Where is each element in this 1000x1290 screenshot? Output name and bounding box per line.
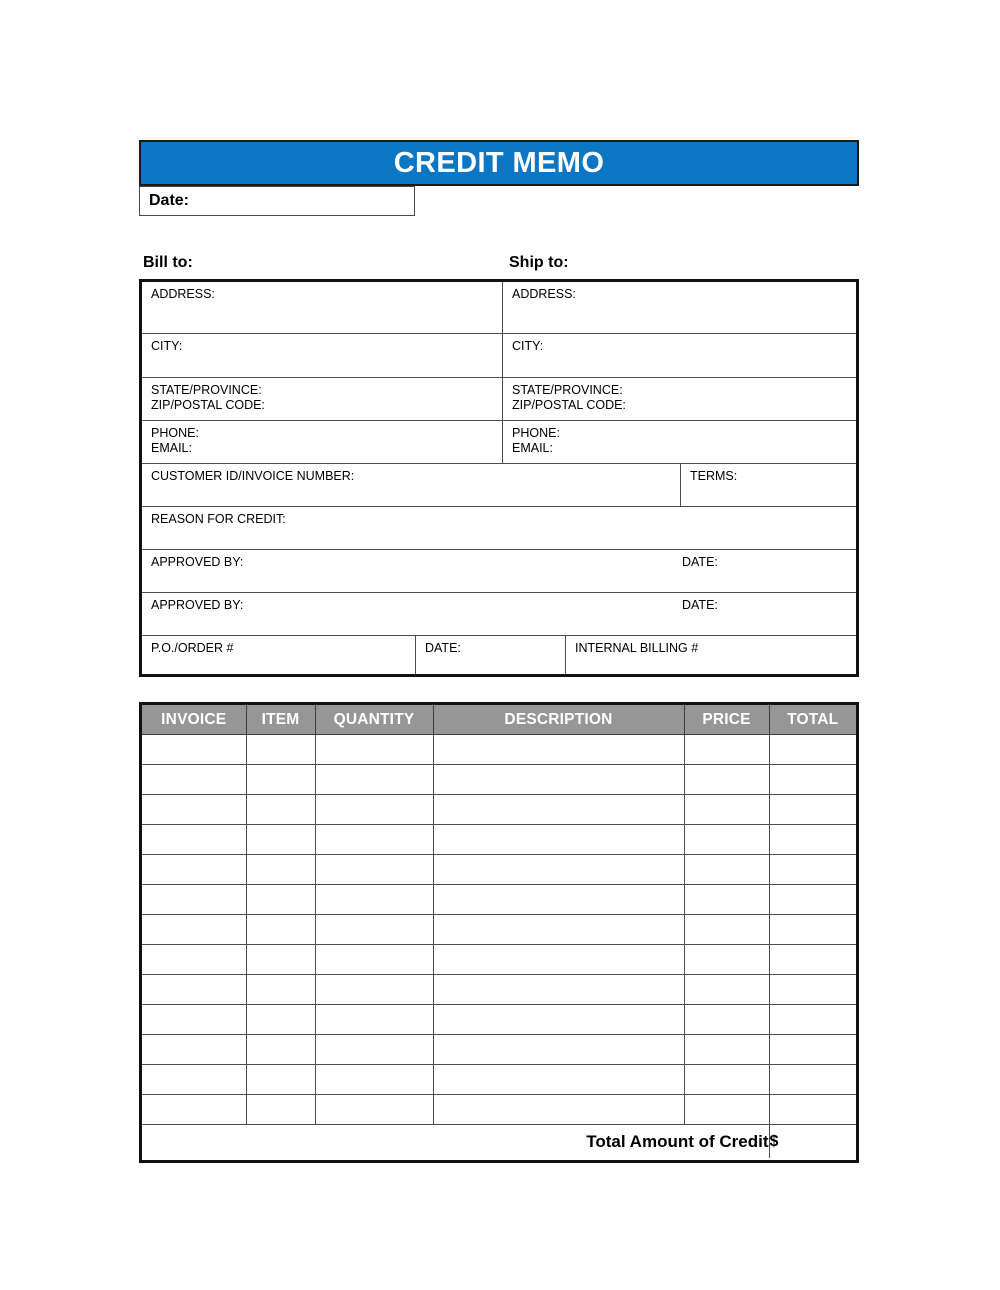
column-header-item: ITEM (246, 705, 315, 735)
table-cell[interactable] (684, 1035, 769, 1065)
total-amount-value[interactable]: $ (769, 1125, 856, 1159)
table-row (142, 735, 856, 765)
line-items-table (142, 705, 856, 1158)
approved-by-1-label: APPROVED BY: (151, 555, 244, 569)
table-cell[interactable] (433, 915, 684, 945)
approved-date-1-label: DATE: (682, 555, 718, 569)
customer-info-grid (142, 282, 856, 674)
table-row (142, 855, 856, 885)
customer-info-box (139, 279, 859, 677)
table-cell[interactable] (433, 1095, 684, 1125)
table-cell[interactable] (433, 765, 684, 795)
table-cell[interactable] (769, 915, 856, 945)
table-cell[interactable] (142, 795, 246, 825)
table-cell[interactable] (433, 975, 684, 1005)
approved-date-2-label: DATE: (682, 598, 718, 612)
internal-billing-cell[interactable] (566, 636, 856, 674)
table-cell[interactable] (684, 1065, 769, 1095)
bill-to-address-label: ADDRESS: (151, 287, 215, 301)
table-cell[interactable] (769, 1095, 856, 1125)
table-cell[interactable] (142, 1005, 246, 1035)
table-row (142, 825, 856, 855)
table-cell[interactable] (433, 945, 684, 975)
table-cell[interactable] (142, 975, 246, 1005)
line-items-table-container (139, 702, 859, 1163)
internal-billing-label: INTERNAL BILLING # (575, 641, 699, 655)
table-row (142, 915, 856, 945)
bill-to-zip-label: ZIP/POSTAL CODE: (151, 398, 265, 412)
line-items-table-inner (142, 705, 856, 1160)
bill-to-state-zip-cell[interactable] (142, 378, 503, 421)
table-cell[interactable] (246, 795, 315, 825)
table-cell[interactable] (142, 825, 246, 855)
bill-to-address-cell[interactable] (142, 282, 503, 334)
table-cell[interactable] (142, 855, 246, 885)
table-cell[interactable] (246, 975, 315, 1005)
terms-cell[interactable] (681, 464, 856, 507)
bill-to-state-label: STATE/PROVINCE: (151, 383, 262, 397)
table-row (142, 1035, 856, 1065)
column-header-total: TOTAL (769, 705, 856, 735)
document-title-banner (139, 140, 859, 186)
customer-id-cell[interactable] (142, 464, 681, 507)
table-cell[interactable] (315, 1095, 433, 1125)
table-cell[interactable] (769, 855, 856, 885)
table-cell[interactable] (684, 915, 769, 945)
table-cell[interactable] (315, 735, 433, 765)
po-date-cell[interactable] (416, 636, 566, 674)
line-items-table-head (142, 705, 856, 735)
table-cell[interactable] (246, 1005, 315, 1035)
po-date-label: DATE: (425, 641, 461, 655)
table-cell[interactable] (142, 765, 246, 795)
ship-to-state-zip-cell[interactable] (503, 378, 856, 421)
date-label: Date: (149, 192, 190, 209)
line-items-table-foot (142, 1125, 856, 1159)
table-cell[interactable] (315, 855, 433, 885)
approved-by-1-cell[interactable] (142, 550, 856, 593)
table-row (142, 1065, 856, 1095)
table-cell[interactable] (769, 1035, 856, 1065)
approved-by-2-label: APPROVED BY: (151, 598, 244, 612)
po-order-label: P.O./ORDER # (151, 641, 234, 655)
column-header-description: DESCRIPTION (433, 705, 684, 735)
bill-to-email-label: EMAIL: (151, 441, 192, 455)
table-cell[interactable] (684, 795, 769, 825)
table-cell[interactable] (433, 825, 684, 855)
ship-to-address-cell[interactable] (503, 282, 856, 334)
table-cell[interactable] (315, 975, 433, 1005)
ship-to-city-cell[interactable] (503, 334, 856, 378)
table-cell[interactable] (142, 885, 246, 915)
table-cell[interactable] (315, 885, 433, 915)
table-row (142, 945, 856, 975)
table-cell[interactable] (142, 735, 246, 765)
table-cell[interactable] (433, 885, 684, 915)
table-cell[interactable] (246, 915, 315, 945)
table-cell[interactable] (769, 735, 856, 765)
table-row (142, 765, 856, 795)
table-row (142, 975, 856, 1005)
table-cell[interactable] (769, 885, 856, 915)
table-cell[interactable] (684, 1095, 769, 1125)
table-cell[interactable] (246, 735, 315, 765)
table-cell[interactable] (246, 825, 315, 855)
page-title: CREDIT MEMO (393, 146, 605, 179)
approved-by-2-cell[interactable] (142, 593, 856, 636)
column-header-quantity: QUANTITY (315, 705, 433, 735)
table-cell[interactable] (769, 795, 856, 825)
table-cell[interactable] (684, 735, 769, 765)
table-row (142, 795, 856, 825)
table-cell[interactable] (142, 1065, 246, 1095)
table-cell[interactable] (684, 765, 769, 795)
date-field[interactable] (139, 186, 415, 216)
table-cell[interactable] (769, 765, 856, 795)
table-cell[interactable] (315, 765, 433, 795)
table-cell[interactable] (315, 915, 433, 945)
table-cell[interactable] (142, 915, 246, 945)
table-cell[interactable] (246, 765, 315, 795)
reason-for-credit-label: REASON FOR CREDIT: (151, 512, 286, 526)
table-header-row (142, 705, 856, 735)
table-cell[interactable] (684, 885, 769, 915)
line-items-table-body (142, 735, 856, 1125)
table-cell[interactable] (433, 1035, 684, 1065)
ship-to-city-label: CITY: (512, 339, 544, 353)
table-cell[interactable] (315, 825, 433, 855)
table-cell[interactable] (142, 1035, 246, 1065)
table-cell[interactable] (769, 825, 856, 855)
table-cell[interactable] (246, 1035, 315, 1065)
table-cell[interactable] (684, 1005, 769, 1035)
ship-to-address-label: ADDRESS: (512, 287, 576, 301)
table-cell[interactable] (769, 975, 856, 1005)
table-cell[interactable] (433, 855, 684, 885)
column-header-price: PRICE (684, 705, 769, 735)
bill-to-city-label: CITY: (151, 339, 183, 353)
table-cell[interactable] (142, 1095, 246, 1125)
table-cell[interactable] (769, 1065, 856, 1095)
table-cell[interactable] (433, 795, 684, 825)
terms-label: TERMS: (690, 469, 738, 483)
ship-to-phone-email-cell[interactable] (503, 421, 856, 464)
customer-id-label: CUSTOMER ID/INVOICE NUMBER: (151, 469, 355, 483)
table-row (142, 1095, 856, 1125)
table-cell[interactable] (315, 1035, 433, 1065)
reason-for-credit-cell[interactable] (142, 507, 856, 550)
ship-to-heading: Ship to: (509, 254, 569, 271)
po-order-cell[interactable] (142, 636, 416, 674)
table-cell[interactable] (433, 735, 684, 765)
table-cell[interactable] (433, 1005, 684, 1035)
bill-to-phone-label: PHONE: (151, 426, 199, 440)
table-cell[interactable] (684, 855, 769, 885)
total-amount-label: Total Amount of Credit (142, 1125, 769, 1159)
ship-to-state-label: STATE/PROVINCE: (512, 383, 623, 397)
bill-to-city-cell[interactable] (142, 334, 503, 378)
table-cell[interactable] (684, 825, 769, 855)
table-cell[interactable] (315, 1065, 433, 1095)
bill-to-phone-email-cell[interactable] (142, 421, 503, 464)
table-cell[interactable] (246, 1095, 315, 1125)
ship-to-zip-label: ZIP/POSTAL CODE: (512, 398, 626, 412)
table-cell[interactable] (315, 945, 433, 975)
total-row (142, 1125, 856, 1159)
table-cell[interactable] (769, 1005, 856, 1035)
table-cell[interactable] (433, 1065, 684, 1095)
table-cell[interactable] (246, 945, 315, 975)
table-cell[interactable] (315, 795, 433, 825)
table-cell[interactable] (684, 975, 769, 1005)
table-row (142, 1005, 856, 1035)
table-cell[interactable] (246, 885, 315, 915)
table-cell[interactable] (246, 1065, 315, 1095)
column-header-invoice: INVOICE (142, 705, 246, 735)
table-cell[interactable] (769, 945, 856, 975)
ship-to-phone-label: PHONE: (512, 426, 560, 440)
table-cell[interactable] (142, 945, 246, 975)
table-row (142, 885, 856, 915)
table-cell[interactable] (684, 945, 769, 975)
bill-to-heading: Bill to: (143, 254, 193, 271)
ship-to-email-label: EMAIL: (512, 441, 553, 455)
table-cell[interactable] (246, 855, 315, 885)
table-cell[interactable] (315, 1005, 433, 1035)
